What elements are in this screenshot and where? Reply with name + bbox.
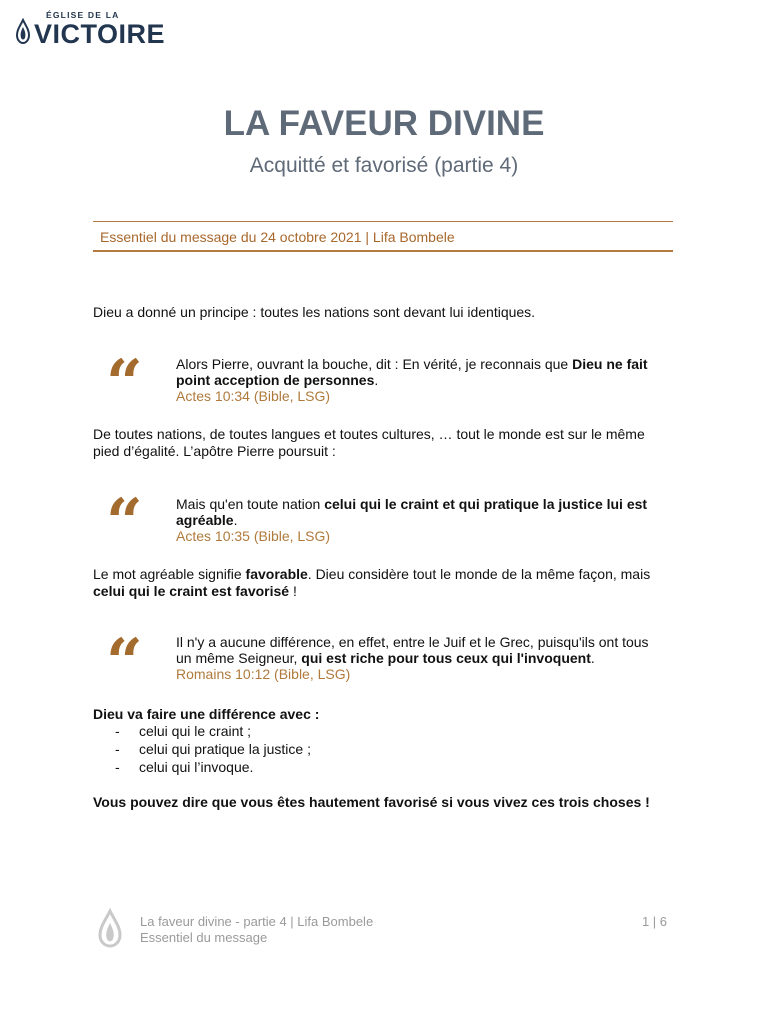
quote-text: Alors Pierre, ouvrant la bouche, dit : En vérité, je reconnais que (176, 356, 573, 372)
quote-text: Il n'y a aucune différence, en effet, entre le Juif et le Grec, puisqu'ils ont tous un même Seigneur, (176, 634, 649, 666)
divider-top (93, 221, 673, 222)
quote-icon: “ (106, 625, 143, 700)
list-item-text: celui qui l’invoque. (139, 759, 254, 775)
page-title: LA FAVEUR DIVINE (223, 104, 545, 143)
difference-list (93, 722, 311, 776)
text-part: ! (289, 583, 297, 599)
flame-logo-icon (93, 907, 127, 949)
bible-quote (176, 356, 666, 404)
message-info: Essentiel du message du 24 octobre 2021 | Lifa Bombele (100, 229, 455, 245)
quote-reference: Actes 10:35 (Bible, LSG) (176, 528, 331, 544)
bold-part: favorable (245, 566, 308, 582)
quote-end: . (374, 372, 379, 388)
text-part: Le mot agréable signifie (93, 566, 246, 582)
quote-icon: “ (106, 346, 143, 421)
list-dash: - (115, 741, 120, 757)
quote-reference: Actes 10:34 (Bible, LSG) (176, 388, 331, 404)
intro-paragraph: Dieu a donné un principe : toutes les nations sont devant lui identiques. (93, 304, 536, 320)
difference-heading: Dieu va faire une différence avec : (93, 706, 320, 722)
footer-title: La faveur divine - partie 4 | Lifa Bombele (140, 914, 374, 929)
bold-part: celui qui le craint est favorisé (93, 583, 290, 599)
footer-subtitle: Essentiel du message (140, 930, 268, 945)
quote-end: . (233, 512, 238, 528)
conclusion: Vous pouvez dire que vous êtes hautement favorisé si vous vivez ces trois choses ! (93, 794, 650, 810)
quote-bold: qui est riche pour tous ceux qui l'invoquent (301, 650, 591, 666)
text-part: . Dieu considère tout le monde de la même façon, mais (307, 566, 651, 582)
page-subtitle: Acquitté et favorisé (partie 4) (249, 154, 519, 177)
bible-quote (176, 496, 666, 544)
footer-info (140, 914, 373, 946)
paragraph-equality: De toutes nations, de toutes langues et toutes cultures, … tout le monde est sur le même pied d’égalité. L’apôtre Pierre poursuit : (93, 426, 645, 459)
quote-reference: Romains 10:12 (Bible, LSG) (176, 666, 351, 682)
list-item-text: celui qui le craint ; (139, 723, 252, 739)
list-item (93, 758, 311, 776)
quote-bold: celui qui le craint et qui pratique la justice lui est agréable (176, 496, 648, 528)
list-item-text: celui qui pratique la justice ; (139, 741, 311, 757)
list-item (93, 740, 311, 758)
flame-logo-icon (14, 18, 32, 44)
logo-small-text: ÉGLISE DE LA (46, 10, 120, 20)
quote-text: Mais qu'en toute nation (176, 496, 325, 512)
quote-icon: “ (106, 485, 143, 560)
page-number: 1 | 6 (641, 914, 667, 929)
bible-quote (176, 634, 666, 682)
list-dash: - (115, 723, 120, 739)
list-item (93, 722, 311, 740)
list-dash: - (115, 759, 120, 775)
quote-bold: Dieu ne fait point acception de personnes (176, 356, 648, 388)
church-logo (14, 10, 164, 48)
divider-bottom (93, 250, 673, 252)
logo-big-text: VICTOIRE (34, 19, 166, 49)
quote-end: . (590, 650, 595, 666)
paragraph-favorable (93, 566, 673, 600)
